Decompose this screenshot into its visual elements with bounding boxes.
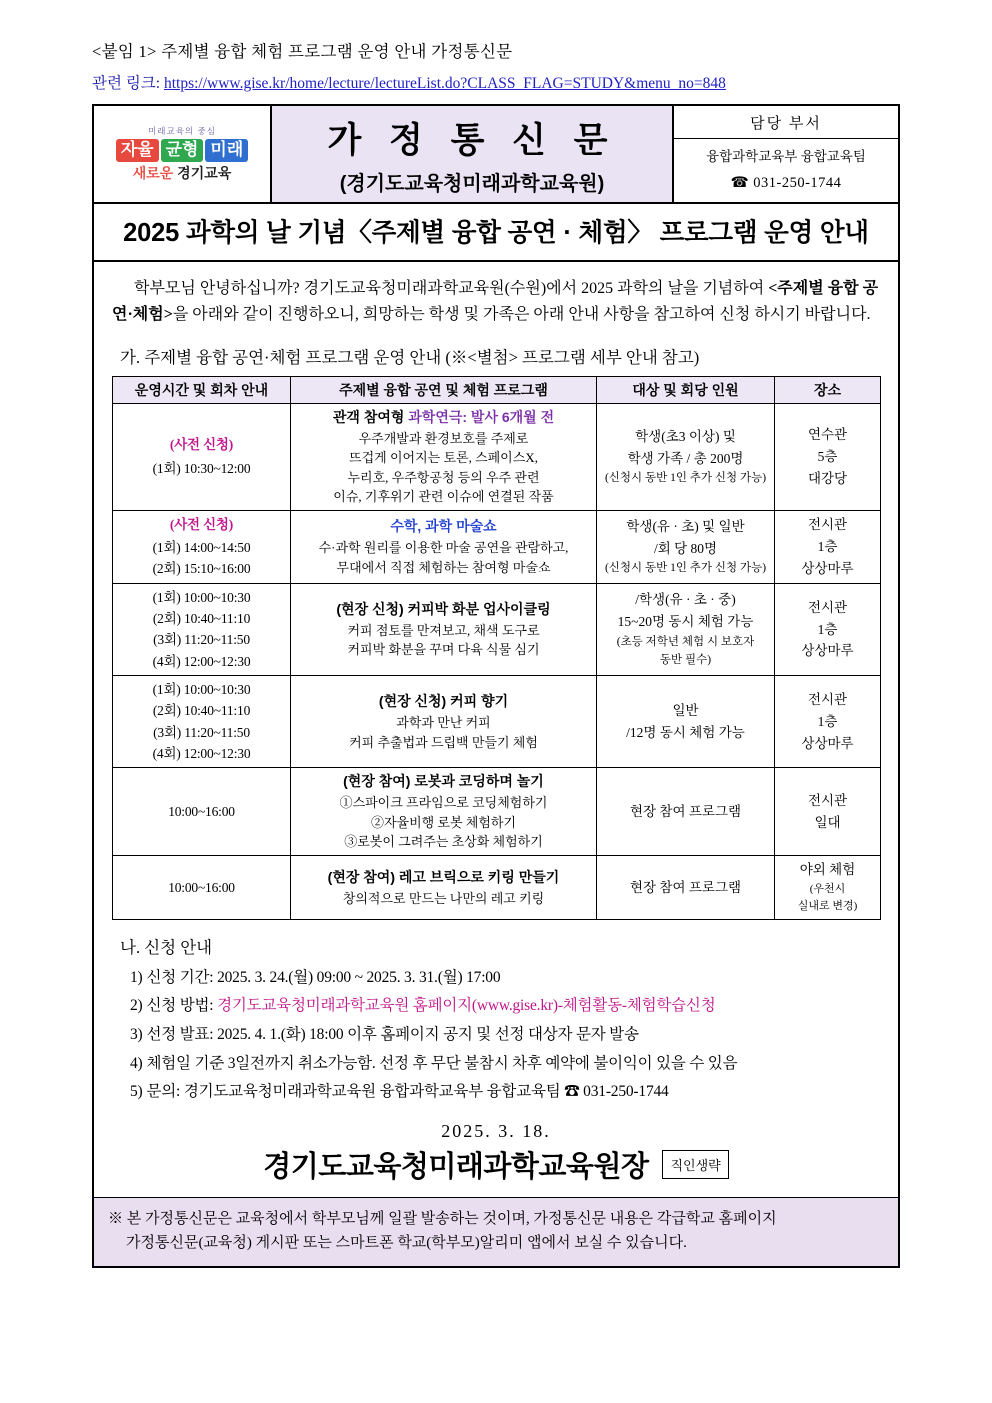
list-item: 5) 문의: 경기도교육청미래과학교육원 융합과학교육부 융합교육팀 ☎ 031-250-1744 bbox=[130, 1083, 669, 1101]
place-line: 야외 체험 bbox=[799, 861, 856, 877]
time-line: (1회) 10:00~10:30 bbox=[152, 589, 251, 605]
dept-info bbox=[674, 139, 898, 202]
related-link-url[interactable]: https://www.gise.kr/home/lecture/lectureList.do?CLASS_FLAG=STUDY&menu_no=848 bbox=[163, 75, 726, 92]
program-description bbox=[293, 621, 594, 660]
place-note-line: 실내로 변경) bbox=[797, 900, 858, 913]
logo-bottom-red: 새로운 bbox=[132, 164, 174, 181]
col-header-place: 장소 bbox=[775, 376, 881, 403]
program-target-cell bbox=[597, 583, 775, 675]
target-note-line: (신청시 동반 1인 추가 신청 가능) bbox=[604, 562, 767, 575]
place-line: 전시관 bbox=[807, 517, 848, 533]
program-description-line: 누리호, 우주항공청 등의 우주 관련 bbox=[347, 469, 540, 485]
time-line: 10:00~16:00 bbox=[168, 804, 235, 819]
program-description-line: 커피 추출법과 드립백 만들기 체험 bbox=[349, 734, 538, 750]
footer-note-line1: ※ 본 가정통신문은 교육청에서 학부모님께 일괄 발송하는 것이며, 가정통신문 내용은 각급학교 홈페이지 bbox=[108, 1211, 777, 1228]
place-line: 상상마루 bbox=[801, 643, 854, 659]
target-note-line: (신청시 동반 1인 추가 신청 가능) bbox=[604, 472, 767, 485]
program-description-line: 우주개발과 환경보호를 주제로 bbox=[358, 430, 529, 446]
program-name: (현장 참여) 레고 브릭으로 키링 만들기 bbox=[327, 868, 560, 885]
signature-name: 경기도교육청미래과학교육원장 bbox=[263, 1151, 649, 1184]
logo-tag-future: 미래 bbox=[205, 139, 248, 162]
program-description bbox=[293, 429, 594, 507]
logo-bottom-text bbox=[116, 165, 249, 181]
col-header-program: 주제별 융합 공연 및 체험 프로그램 bbox=[291, 376, 597, 403]
advance-application-label: (사전 신청) bbox=[169, 516, 234, 532]
target-line: 학생(유 · 초) 및 일반 bbox=[626, 519, 745, 535]
place-line: 1층 bbox=[817, 621, 838, 637]
program-detail-cell bbox=[291, 676, 597, 768]
list-item-number: 1) bbox=[130, 968, 143, 986]
footer-note-line2: 가정통신문(교육청) 게시판 또는 스마트폰 학교(학부모)알리미 앱에서 보실 수 있습니다. bbox=[126, 1235, 687, 1252]
logo-bottom-dark: 경기교육 bbox=[177, 164, 232, 181]
col-header-time: 운영시간 및 회차 안내 bbox=[113, 376, 291, 403]
program-place-cell bbox=[775, 510, 881, 583]
program-description-line: 수·과학 원리를 이용한 마술 공연을 관람하고, bbox=[318, 540, 569, 556]
notice-body bbox=[94, 262, 898, 1185]
place-line: 상상마루 bbox=[801, 560, 854, 576]
program-description-line: ③로봇이 그려주는 초상화 체험하기 bbox=[344, 834, 543, 850]
target-line: 현장 참여 프로그램 bbox=[629, 879, 742, 895]
header-title-main: 가 정 통 신 문 bbox=[327, 120, 617, 160]
list-item: 4) 체험일 기준 3일전까지 취소가능함. 선정 후 무단 불참시 차후 예약에 불이익이 있을 수 있음 bbox=[130, 1054, 738, 1072]
dept-label: 담당 부서 bbox=[674, 106, 898, 139]
target-line: 일반 bbox=[672, 703, 699, 719]
target-note-line: 동반 필수) bbox=[659, 654, 712, 667]
time-line: (2회) 10:40~11:10 bbox=[152, 611, 251, 627]
program-time-cell bbox=[113, 676, 291, 768]
list-item-highlight[interactable]: 경기도교육청미래과학교육원 홈페이지(www.gise.kr)-체험활동-체험학습신청 bbox=[217, 997, 716, 1015]
program-time-cell bbox=[113, 510, 291, 583]
time-line: (3회) 11:20~11:50 bbox=[153, 724, 250, 740]
time-line: (2회) 15:10~16:00 bbox=[152, 561, 251, 577]
program-target-cell bbox=[597, 676, 775, 768]
program-name: 관객 참여형 과학연극: 발사 6개월 전 bbox=[332, 408, 555, 425]
place-note-line: (우천시 bbox=[809, 882, 846, 895]
time-line: (1회) 10:30~12:00 bbox=[152, 460, 251, 476]
program-place-cell bbox=[775, 583, 881, 675]
target-line: 현장 참여 프로그램 bbox=[629, 803, 742, 819]
program-description bbox=[293, 889, 594, 909]
document-title: 2025 과학의 날 기념〈주제별 융합 공연 · 체험〉 프로그램 운영 안내 bbox=[94, 204, 898, 262]
target-line: /회 당 80명 bbox=[653, 540, 718, 556]
program-table-body bbox=[113, 403, 881, 919]
program-place-cell bbox=[775, 855, 881, 919]
intro-emphasis: <주제별 융합 공연·체험> bbox=[112, 280, 879, 323]
section-a-heading: 가. 주제별 융합 공연·체험 프로그램 운영 안내 (※<별첨> 프로그램 세부 안내 참고) bbox=[120, 347, 700, 367]
program-name: (현장 신청) 커피박 화분 업사이클링 bbox=[336, 600, 551, 617]
program-detail-cell bbox=[291, 855, 597, 919]
time-line: (2회) 10:40~11:10 bbox=[152, 703, 251, 719]
signature-date: 2025. 3. 18. bbox=[441, 1121, 551, 1142]
program-name-highlight: 과학연극: 발사 6개월 전 bbox=[408, 408, 555, 425]
notice-frame bbox=[92, 104, 900, 1268]
program-description-line: 커피 점토를 만져보고, 채색 도구로 bbox=[347, 622, 540, 638]
logo-tag-balance: 균형 bbox=[161, 139, 204, 162]
dept-name: 융합과학교육부 융합교육팀 bbox=[706, 148, 866, 164]
program-description-line: ①스파이크 프라임으로 코딩체험하기 bbox=[339, 795, 548, 811]
target-note-line: (초등 저학년 체험 시 보호자 bbox=[616, 635, 755, 648]
list-item-number: 3) bbox=[130, 1026, 143, 1044]
related-link-line bbox=[92, 71, 900, 93]
time-line: (1회) 14:00~14:50 bbox=[152, 540, 251, 556]
place-line: 전시관 bbox=[807, 793, 848, 809]
program-detail-cell bbox=[291, 768, 597, 856]
advance-application-label: (사전 신청) bbox=[169, 437, 234, 453]
header-dept-block bbox=[674, 106, 898, 202]
list-item: 3) 선정 발표: 2025. 4. 1.(화) 18:00 이후 홈페이지 공지 및 선정 대상자 문자 발송 bbox=[130, 1026, 639, 1044]
program-detail-cell bbox=[291, 510, 597, 583]
program-description bbox=[293, 713, 594, 752]
table-row bbox=[113, 676, 881, 768]
time-line: 10:00~16:00 bbox=[168, 879, 235, 895]
target-line: 15~20명 동시 체험 가능 bbox=[617, 614, 754, 630]
time-line: (1회) 10:00~10:30 bbox=[152, 682, 251, 698]
table-row bbox=[113, 768, 881, 856]
footer-note bbox=[94, 1197, 898, 1266]
program-description-line: 커피박 화분을 꾸며 다육 식물 심기 bbox=[347, 642, 540, 658]
logo-tagline: 미래교육의 중심 bbox=[148, 126, 216, 137]
table-header-row bbox=[113, 376, 881, 403]
signature-row bbox=[112, 1144, 880, 1185]
program-time-cell bbox=[113, 403, 291, 510]
program-place-cell bbox=[775, 676, 881, 768]
program-time-cell bbox=[113, 583, 291, 675]
place-line: 연수관 bbox=[807, 427, 848, 443]
list-item-number: 2) bbox=[130, 997, 143, 1015]
program-name: (현장 참여) 로봇과 코딩하며 놀기 bbox=[343, 773, 544, 790]
place-line: 대강당 bbox=[807, 470, 848, 486]
program-name: (현장 신청) 커피 향기 bbox=[378, 693, 509, 710]
program-target-cell bbox=[597, 768, 775, 856]
time-line: (4회) 12:00~12:30 bbox=[152, 746, 251, 762]
place-line: 1층 bbox=[817, 713, 838, 729]
place-line: 전시관 bbox=[807, 600, 848, 616]
place-line: 전시관 bbox=[807, 692, 848, 708]
header-title-sub: (경기도교육청미래과학교육원) bbox=[339, 172, 605, 195]
program-description-line: 과학과 만난 커피 bbox=[396, 715, 491, 731]
program-description-line: ②자율비행 로봇 체험하기 bbox=[370, 814, 517, 830]
program-place-cell bbox=[775, 768, 881, 856]
target-line: /12명 동시 체험 가능 bbox=[626, 724, 745, 740]
program-detail-cell bbox=[291, 403, 597, 510]
program-target-cell bbox=[597, 855, 775, 919]
application-info-list bbox=[112, 964, 880, 1107]
time-line: (3회) 11:20~11:50 bbox=[153, 632, 250, 648]
program-place-cell bbox=[775, 403, 881, 510]
col-header-target: 대상 및 회당 인원 bbox=[597, 376, 775, 403]
table-row bbox=[113, 510, 881, 583]
program-time-cell bbox=[113, 768, 291, 856]
program-description-line: 창의적으로 만드는 나만의 레고 키링 bbox=[342, 890, 545, 906]
program-detail-cell bbox=[291, 583, 597, 675]
program-name bbox=[293, 516, 594, 536]
table-row bbox=[113, 403, 881, 510]
program-description-line: 이슈, 기후위기 관련 이슈에 연결된 작품 bbox=[333, 489, 554, 505]
section-b-heading: 나. 신청 안내 bbox=[120, 937, 213, 957]
dept-phone: ☎ 031-250-1744 bbox=[730, 174, 842, 191]
place-line: 5층 bbox=[817, 449, 838, 465]
time-line: (4회) 12:00~12:30 bbox=[152, 653, 251, 669]
place-line: 1층 bbox=[817, 539, 838, 554]
table-row bbox=[113, 583, 881, 675]
intro-paragraph: 학부모님 안녕하십니까? 경기도교육청미래과학교육원(수원)에서 2025 과학의 날을 기념하여 <주제별 융합 공연·체험>을 아래와 같이 진행하오니, 희망하는 학생 및 가족은 아래 안내 사항을 참고하여 신청 하시기 바랍니다. bbox=[112, 280, 879, 323]
program-description-line: 무대에서 직접 체험하는 참여형 마술쇼 bbox=[336, 559, 551, 575]
notice-header bbox=[94, 106, 898, 204]
list-item-number: 4) bbox=[130, 1054, 143, 1072]
attachment-label: <붙임 1> 주제별 융합 체험 프로그램 운영 안내 가정통신문 bbox=[92, 42, 513, 61]
list-item: 1) 신청 기간: 2025. 3. 24.(월) 09:00 ~ 2025. 3. 31.(월) 17:00 bbox=[130, 968, 501, 986]
header-title-block bbox=[272, 106, 674, 202]
related-link-label: 관련 링크: bbox=[92, 75, 161, 92]
program-table bbox=[112, 376, 881, 920]
program-description bbox=[293, 538, 594, 577]
table-row bbox=[113, 855, 881, 919]
program-time-cell bbox=[113, 855, 291, 919]
gyeonggi-education-logo bbox=[94, 106, 272, 202]
target-line: 학생(초3 이상) 및 bbox=[635, 429, 736, 445]
target-line: 학생 가족 / 총 200명 bbox=[627, 450, 744, 466]
logo-tags bbox=[116, 139, 249, 162]
place-line: 일대 bbox=[814, 814, 841, 830]
program-description bbox=[293, 793, 594, 852]
target-line: /학생(유 · 초 · 중) bbox=[635, 592, 736, 608]
program-target-cell bbox=[597, 403, 775, 510]
seal-omitted-badge: 직인생략 bbox=[662, 1150, 728, 1179]
program-description-line: 뜨겁게 이어지는 토론, 스페이스X, bbox=[349, 450, 538, 466]
list-item-number: 5) bbox=[130, 1083, 143, 1101]
list-item: 2) 신청 방법: 경기도교육청미래과학교육원 홈페이지(www.gise.kr)-체험활동-체험학습신청 bbox=[130, 997, 716, 1015]
place-line: 상상마루 bbox=[801, 735, 854, 751]
logo-tag-autonomy: 자율 bbox=[116, 139, 159, 162]
program-target-cell bbox=[597, 510, 775, 583]
program-name-highlight: 수학, 과학 마술쇼 bbox=[390, 518, 497, 535]
